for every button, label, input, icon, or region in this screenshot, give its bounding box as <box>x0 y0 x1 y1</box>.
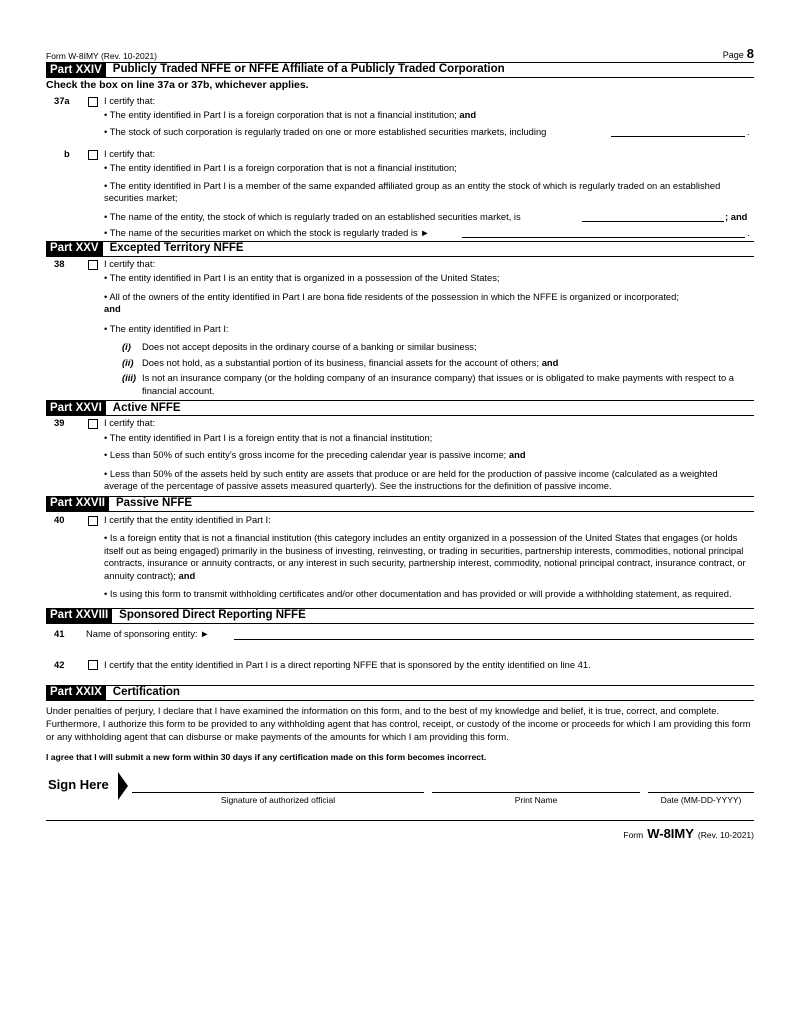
market-name-field[interactable] <box>462 227 745 238</box>
line-37b <box>46 148 754 161</box>
line-number: 40 <box>54 513 65 525</box>
line-number: 39 <box>54 417 65 429</box>
part-25-header <box>46 241 754 257</box>
part-26-header <box>46 400 754 416</box>
bullet: • Less than 50% of the assets held by such entity are assets that produce or are held for the production of passive income (calculated as a weighted average of the percentage of passive assets measured quarterly). See the instructions for the definition of passive income. <box>104 467 718 492</box>
bullet: • The entity identified in Part I is a foreign entity that is not a financial institution; <box>104 431 433 443</box>
print-name-caption: Print Name <box>514 794 558 805</box>
arrow-right-icon <box>118 772 128 800</box>
certify-text: I certify that: <box>104 257 156 269</box>
sponsoring-entity-label: Name of sponsoring entity: ► <box>86 627 210 639</box>
line-42 <box>46 657 754 675</box>
line-number: 42 <box>54 658 65 670</box>
part-title: Excepted Territory NFFE <box>109 242 244 255</box>
part-tag: Part XXIX <box>46 685 106 700</box>
signature-field[interactable] <box>132 792 424 793</box>
certify-text: I certify that: <box>104 417 156 429</box>
line-number: 38 <box>54 257 65 269</box>
bullet: • The entity identified in Part I: <box>104 322 229 334</box>
page-number: Page 8 <box>722 45 754 61</box>
bullet: • The entity identified in Part I is an entity that is organized in a possession of the United States; <box>104 272 500 284</box>
bullet-with-field: • The stock of such corporation is regularly traded on one or more established securities markets, including . <box>104 125 750 137</box>
bullet: • Is a foreign entity that is not a financial institution (this category includes an entity organized in a possession of the United States that engages (or holds itself out as being engaged) primarily in the business of investing, reinvesting, or trading in securities, partnership interests, commodities, notional principal contracts, insurance or annuity contracts, or any interest in such security, partnership interest, commodity, notional principal contract, insurance contract, or annuity contract); and <box>104 532 746 581</box>
line-number: 37a <box>54 94 70 106</box>
signature-caption: Signature of authorized official <box>220 794 336 805</box>
part-title: Sponsored Direct Reporting NFFE <box>119 609 306 622</box>
sub-item-i: (i) Does not accept deposits in the ordinary course of a banking or similar business; <box>122 341 477 353</box>
form-name: W-8IMY <box>647 825 694 841</box>
entity-name-field[interactable] <box>582 211 724 222</box>
certify-text: I certify that the entity identified in Part I: <box>104 513 271 525</box>
bullet-with-field: • The name of the entity, the stock of which is regularly traded on an established securities market, is ; and <box>104 210 748 222</box>
line-37a <box>46 95 754 108</box>
certify-text: I certify that: <box>104 94 156 106</box>
bullet: • The entity identified in Part I is a member of the same expanded affiliated group as an entity the stock of which is regularly traded on an established securities market; <box>104 179 721 204</box>
line-38 <box>46 258 754 271</box>
sub-item-ii: (ii) Does not hold, as a substantial portion of its business, financial assets for the account of others; and <box>122 356 559 368</box>
checkbox-38[interactable] <box>88 260 98 270</box>
part-29-header <box>46 685 754 701</box>
line-number: 41 <box>54 627 65 639</box>
bullet: • Less than 50% of such entity’s gross income for the preceding calendar year is passive income; and <box>104 449 526 461</box>
part-tag: Part XXVIII <box>46 608 112 623</box>
page-footer: Form W-8IMY (Rev. 10-2021) <box>46 820 754 842</box>
part-24-instruction: Check the box on line 37a or 37b, whichever applies. <box>46 79 309 91</box>
checkbox-39[interactable] <box>88 419 98 429</box>
bullet-with-field: • The name of the securities market on which the stock is regularly traded is ► . <box>104 226 750 238</box>
part-title: Active NFFE <box>112 401 181 414</box>
part-28-header <box>46 608 754 624</box>
sub-item-iii: (iii) Is not an insurance company (or the holding company of an insurance company) that issues or is obligated to make payments with respect to a financial account. <box>122 372 734 396</box>
page-header <box>46 44 754 62</box>
checkbox-40[interactable] <box>88 516 98 526</box>
bullet: • Is using this form to transmit withholding certificates and/or other documentation and has provided or will provide a withholding statement, as required. <box>104 588 732 600</box>
part-title: Certification <box>112 686 180 699</box>
part-title: Passive NFFE <box>115 497 193 510</box>
part-tag: Part XXVII <box>46 496 109 511</box>
line-41 <box>46 626 754 644</box>
print-name-field[interactable] <box>432 792 640 793</box>
perjury-statement: Under penalties of perjury, I declare that I have examined the information on this form, and to the best of my knowledge and belief, it is true, correct, and complete. Furthermore, I authorize this form to be provided to any withholding agent that has control, receipt, or custody of the income or proceeds for which I am providing this form or any withholding agent that can disburse or make payments of the amounts for which I am providing this form. <box>46 704 751 742</box>
part-27-header <box>46 496 754 512</box>
checkbox-42[interactable] <box>88 660 98 670</box>
bullet: • The entity identified in Part I is a foreign corporation that is not a financial institution; and <box>104 109 477 121</box>
date-field[interactable] <box>648 792 754 793</box>
part-tag: Part XXV <box>46 241 103 256</box>
part-title: Publicly Traded NFFE or NFFE Affiliate of a Publicly Traded Corporation <box>112 63 505 76</box>
form-revision: Form W-8IMY (Rev. 10-2021) <box>46 50 158 61</box>
date-caption: Date (MM-DD-YYYY) <box>660 794 742 805</box>
agree-statement: I agree that I will submit a new form within 30 days if any certification made on this form becomes incorrect. <box>46 752 487 763</box>
part-tag: Part XXVI <box>46 401 106 416</box>
line-39 <box>46 417 754 430</box>
sign-here-label: Sign Here <box>48 776 109 792</box>
part-24-header <box>46 62 754 78</box>
bullet: • All of the owners of the entity identified in Part I are bona fide residents of the possession in which the NFFE is organized or incorporated; and <box>104 290 679 315</box>
part-tag: Part XXIV <box>46 63 106 78</box>
signature-row <box>46 772 754 816</box>
certify-text: I certify that: <box>104 147 156 159</box>
checkbox-37a[interactable] <box>88 97 98 107</box>
line-40 <box>46 514 754 527</box>
sponsoring-entity-field[interactable] <box>234 628 754 640</box>
form-page <box>46 44 754 842</box>
line-42-text: I certify that the entity identified in Part I is a direct reporting NFFE that is sponsored by the entity identified on line 41. <box>104 658 591 670</box>
securities-market-field[interactable] <box>611 126 745 137</box>
line-number: b <box>64 147 70 159</box>
checkbox-37b[interactable] <box>88 150 98 160</box>
bullet: • The entity identified in Part I is a foreign corporation that is not a financial institution; <box>104 162 457 174</box>
